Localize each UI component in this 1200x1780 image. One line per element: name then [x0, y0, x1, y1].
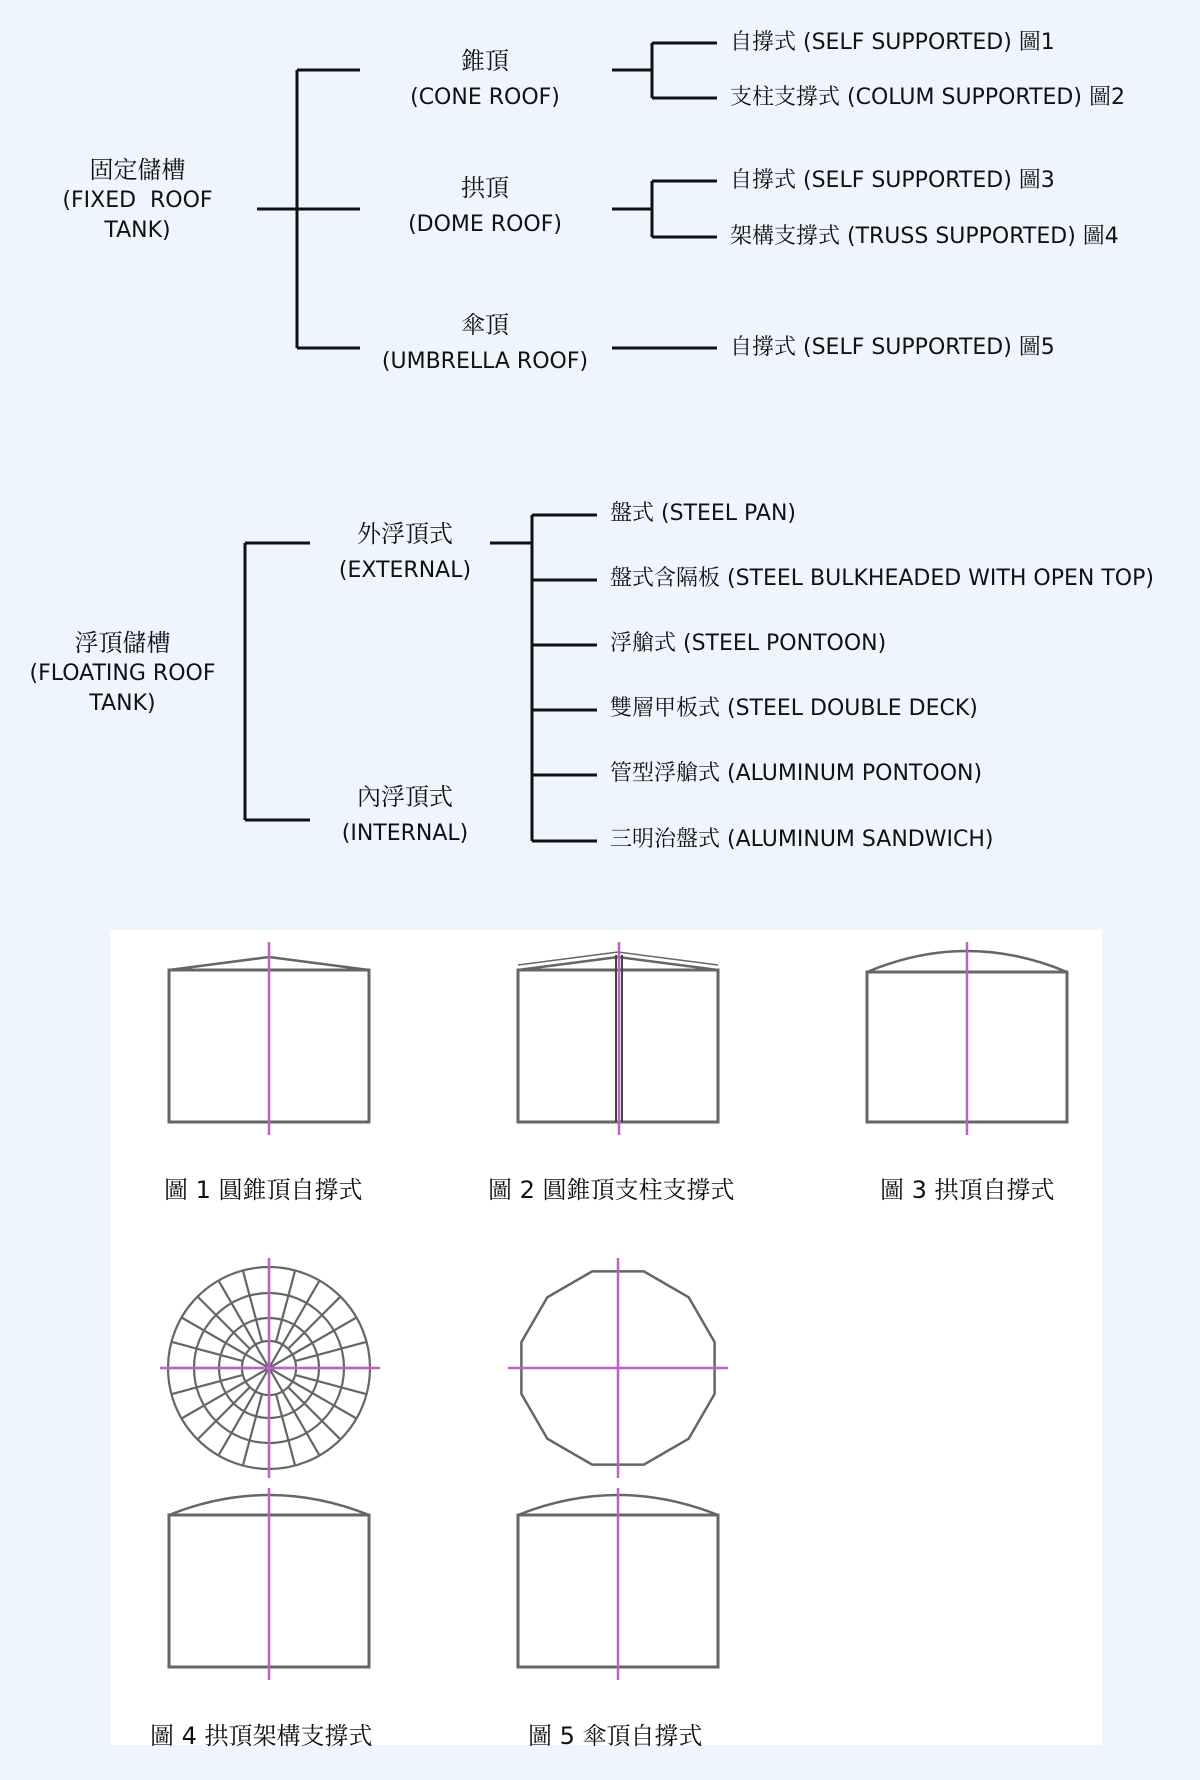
truss-spoke — [243, 1270, 262, 1341]
external-en: (EXTERNAL) — [338, 558, 472, 584]
design-item: 盤式 (STEEL PAN) — [610, 501, 796, 526]
fixed-roof-title-en-2: TANK) — [104, 218, 171, 244]
umbrella-roof-en: (UMBRELLA ROOF) — [381, 349, 589, 375]
support-item: 自撐式 (SELF SUPPORTED) 圖3 — [730, 168, 1055, 193]
design-item: 浮艙式 (STEEL PONTOON) — [610, 631, 887, 656]
cone-roof-zh: 錐頂 — [461, 47, 509, 75]
floating-roof-title-en-2: TANK) — [89, 691, 156, 717]
internal-zh: 內浮頂式 — [357, 783, 453, 811]
tank-figures — [110, 930, 1102, 1745]
figure-panel — [110, 930, 1102, 1750]
dome-roof-en: (DOME ROOF) — [408, 212, 562, 238]
figure-caption: 圖 2 圓錐頂支柱支撐式 — [488, 1176, 735, 1204]
truss-spoke — [171, 1342, 242, 1361]
figure-1-cone-self-supported — [169, 942, 369, 1135]
floating-roof-title-zh: 浮頂儲槽 — [74, 629, 171, 657]
internal-en: (INTERNAL) — [341, 821, 469, 847]
internal-label — [315, 781, 495, 849]
truss-spoke — [295, 1342, 366, 1361]
figure-caption: 圖 4 拱頂架構支撐式 — [150, 1722, 373, 1750]
figure-caption: 圖 5 傘頂自撐式 — [528, 1722, 703, 1750]
external-zh: 外浮頂式 — [357, 520, 453, 548]
figure-caption: 圖 3 拱頂自撐式 — [880, 1176, 1055, 1204]
fixed-roof-title-zh: 固定儲槽 — [89, 156, 186, 184]
cone-roof-en: (CONE ROOF) — [410, 85, 560, 111]
floating-roof-tank-label — [25, 627, 220, 719]
support-item: 支柱支撐式 (COLUM SUPPORTED) 圖2 — [730, 85, 1125, 110]
truss-spoke — [295, 1375, 366, 1394]
figure-3-dome-self-supported — [867, 942, 1067, 1135]
fixed-roof-title-en-1: (FIXED ROOF — [62, 188, 213, 214]
truss-spoke — [276, 1394, 295, 1465]
support-item: 自撐式 (SELF SUPPORTED) 圖1 — [730, 30, 1055, 55]
umbrella-roof-zh: 傘頂 — [461, 311, 509, 339]
figure-4-truss-elevation — [169, 1488, 369, 1680]
figure-2-cone-column-supported — [518, 942, 718, 1135]
figure-5-umbrella-plan — [508, 1258, 728, 1478]
external-label — [315, 518, 495, 586]
design-item: 盤式含隔板 (STEEL BULKHEADED WITH OPEN TOP) — [610, 566, 1154, 591]
figure-caption: 圖 1 圓錐頂自撐式 — [164, 1176, 363, 1204]
truss-spoke — [171, 1375, 242, 1394]
truss-spoke — [276, 1270, 295, 1341]
design-item: 三明治盤式 (ALUMINUM SANDWICH) — [610, 827, 994, 852]
support-item: 自撐式 (SELF SUPPORTED) 圖5 — [730, 335, 1055, 360]
design-item: 管型浮艙式 (ALUMINUM PONTOON) — [610, 761, 983, 786]
truss-spoke — [243, 1394, 262, 1465]
support-item: 架構支撐式 (TRUSS SUPPORTED) 圖4 — [730, 224, 1119, 249]
figure-5-umbrella-elevation — [518, 1488, 718, 1680]
floating-roof-title-en-1: (FLOATING ROOF — [29, 661, 216, 687]
design-item: 雙層甲板式 (STEEL DOUBLE DECK) — [610, 696, 978, 721]
dome-roof-zh: 拱頂 — [461, 174, 509, 202]
